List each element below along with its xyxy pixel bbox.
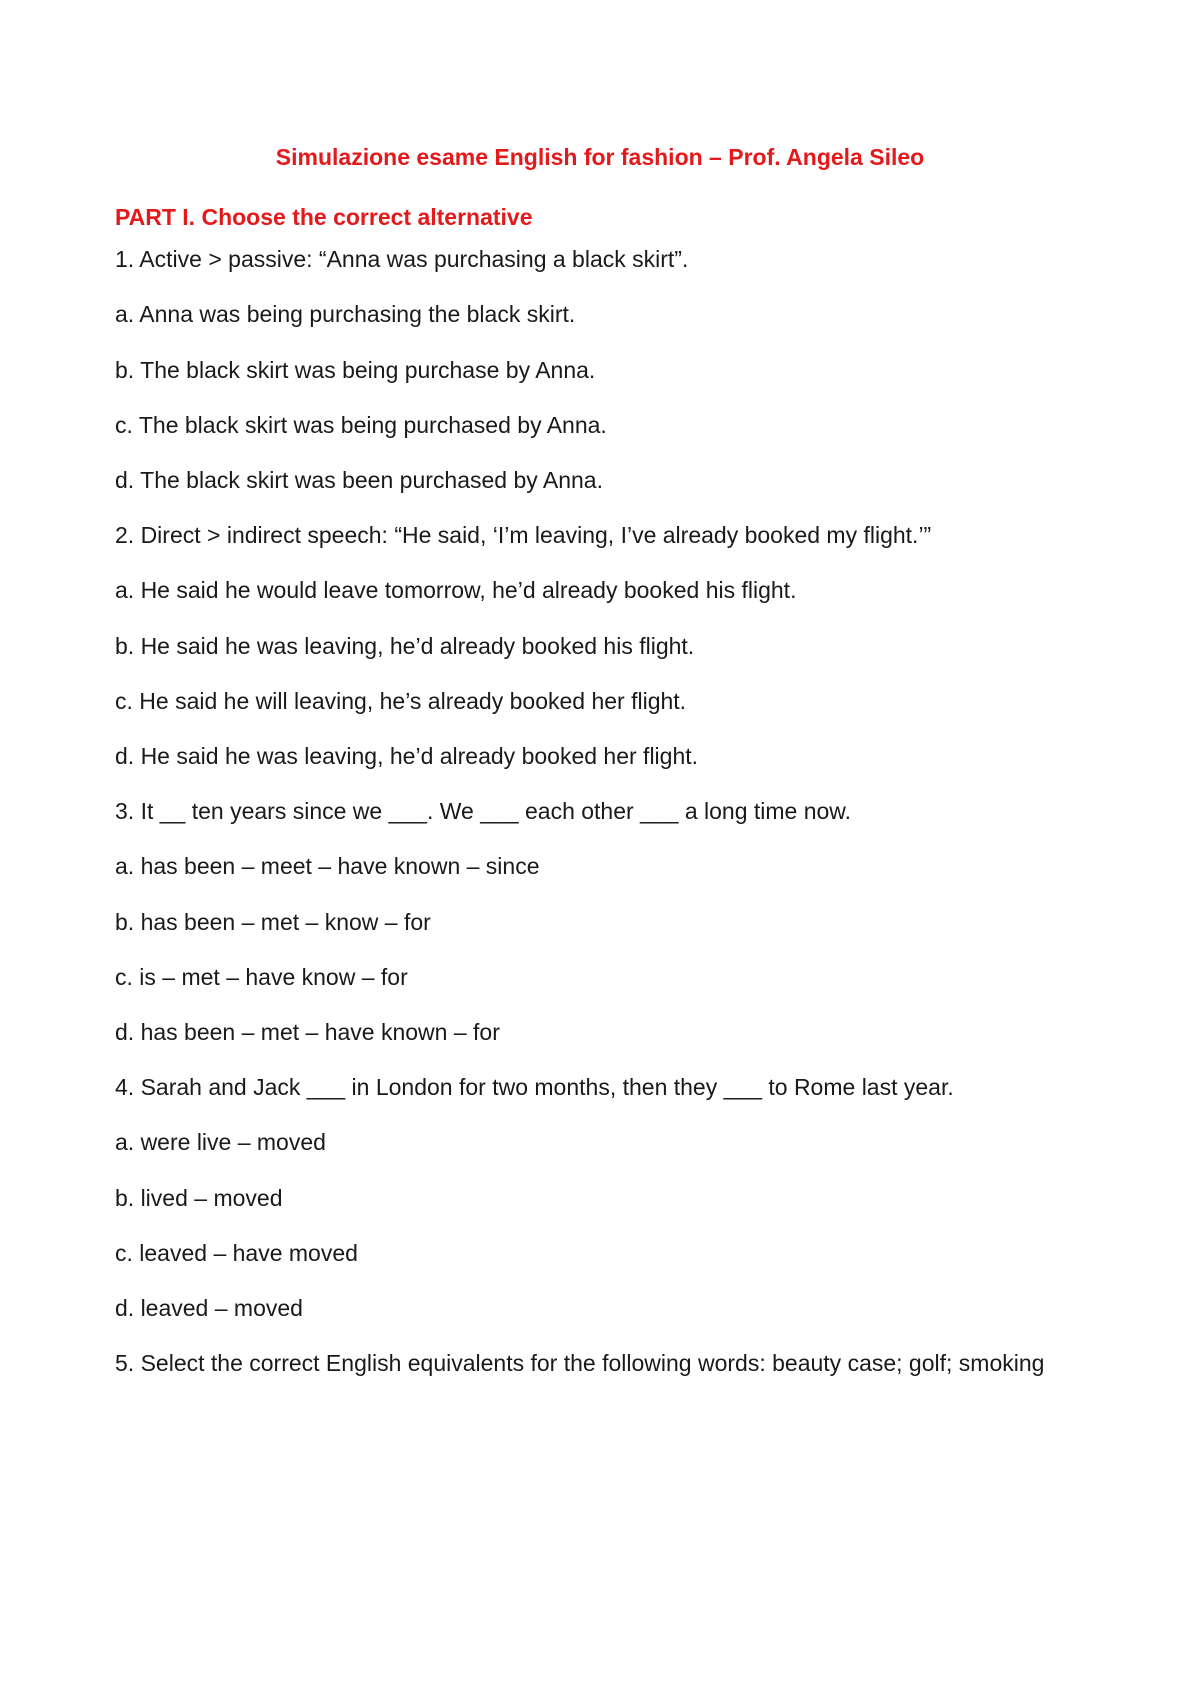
page-title: Simulazione esame English for fashion – Prof. Angela Sileo <box>275 144 925 170</box>
question-1-option-b: b. The black skirt was being purchase by Anna. <box>115 357 596 383</box>
question-2-option-d: d. He said he was leaving, he’d already booked her flight. <box>115 743 699 769</box>
question-1-option-c: c. The black skirt was being purchased by Anna. <box>115 412 607 438</box>
question-1-option-d: d. The black skirt was been purchased by Anna. <box>115 467 603 493</box>
question-4-prompt: 4. Sarah and Jack ___ in London for two months, then they ___ to Rome last year. <box>115 1074 954 1100</box>
question-4-option-b: b. lived – moved <box>115 1185 283 1211</box>
question-1-prompt: 1. Active > passive: “Anna was purchasing a black skirt”. <box>115 246 689 272</box>
question-3-prompt: 3. It __ ten years since we ___. We ___ each other ___ a long time now. <box>115 798 852 824</box>
question-4-option-a: a. were live – moved <box>115 1129 326 1155</box>
part-heading: PART I. Choose the correct alternative <box>115 204 533 230</box>
question-3-option-c: c. is – met – have know – for <box>115 964 408 990</box>
question-2-prompt: 2. Direct > indirect speech: “He said, ‘I’m leaving, I’ve already booked my flight.’” <box>115 522 932 548</box>
question-4-option-c: c. leaved – have moved <box>115 1240 358 1266</box>
question-3-option-a: a. has been – meet – have known – since <box>115 853 540 879</box>
question-1-option-a: a. Anna was being purchasing the black skirt. <box>115 301 576 327</box>
question-5-prompt: 5. Select the correct English equivalents for the following words: beauty case; golf; smoking <box>115 1350 1045 1376</box>
question-4-option-d: d. leaved – moved <box>115 1295 303 1321</box>
question-2-option-c: c. He said he will leaving, he’s already booked her flight. <box>115 688 687 714</box>
question-2-option-b: b. He said he was leaving, he’d already booked his flight. <box>115 633 695 659</box>
question-2-option-a: a. He said he would leave tomorrow, he’d already booked his flight. <box>115 577 797 603</box>
question-3-option-b: b. has been – met – know – for <box>115 909 431 935</box>
question-3-option-d: d. has been – met – have known – for <box>115 1019 500 1045</box>
